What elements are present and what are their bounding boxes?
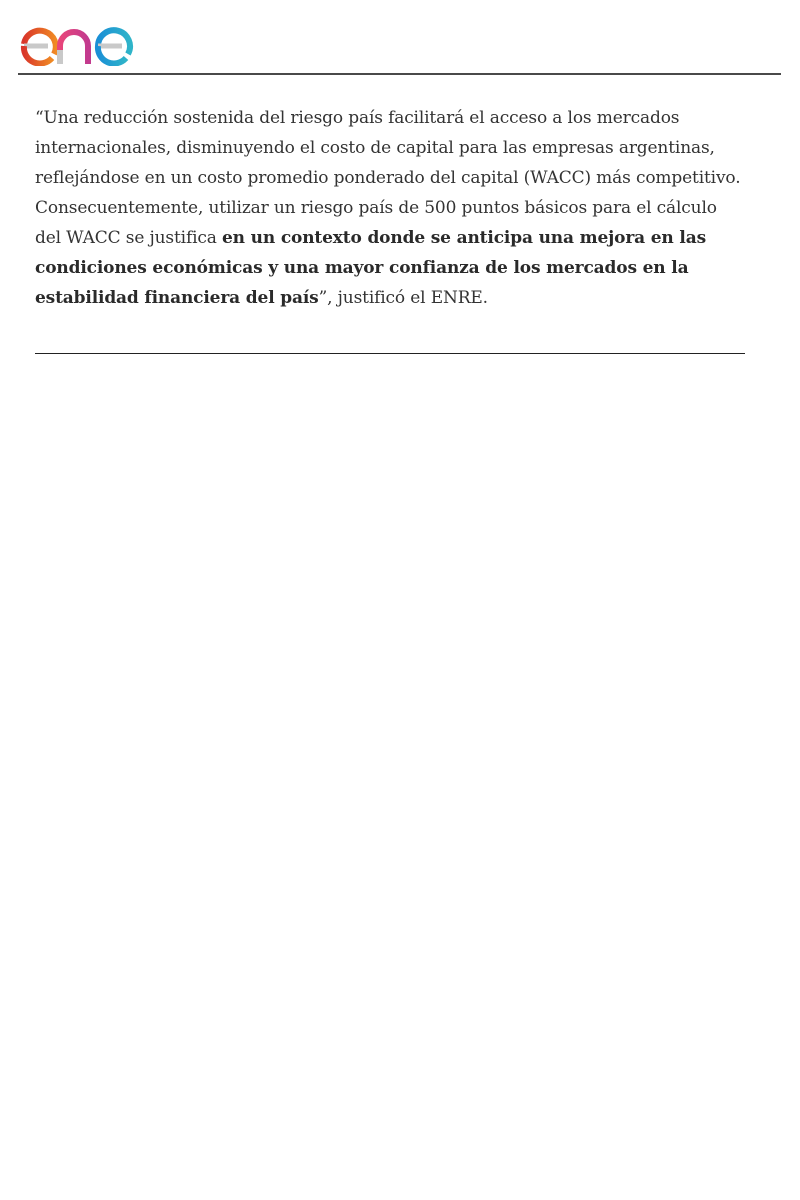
article-quote	[35, 103, 747, 313]
quote-emphasis: en un contexto donde se anticipa una mejora en las condiciones económicas y una mayor confianza de los mercados en la estabilidad financiera del país	[35, 228, 706, 308]
quote-open-mark: “	[35, 108, 44, 128]
section-divider	[35, 353, 745, 354]
enel-logo	[18, 10, 170, 66]
site-header	[18, 0, 781, 75]
quote-attribution: ”, justificó el ENRE.	[318, 288, 488, 308]
quote-text: Una reducción sostenida del riesgo país facilitará el acceso a los mercados internacionales, disminuyendo el costo de capital para las empresas argentinas, reflejándose en un costo promedio ponderado del capital (WACC) más competitivo. Consecuentemente, utilizar un riesgo país de 500 puntos básicos para el cálculo del WACC se justifica	[35, 108, 741, 248]
